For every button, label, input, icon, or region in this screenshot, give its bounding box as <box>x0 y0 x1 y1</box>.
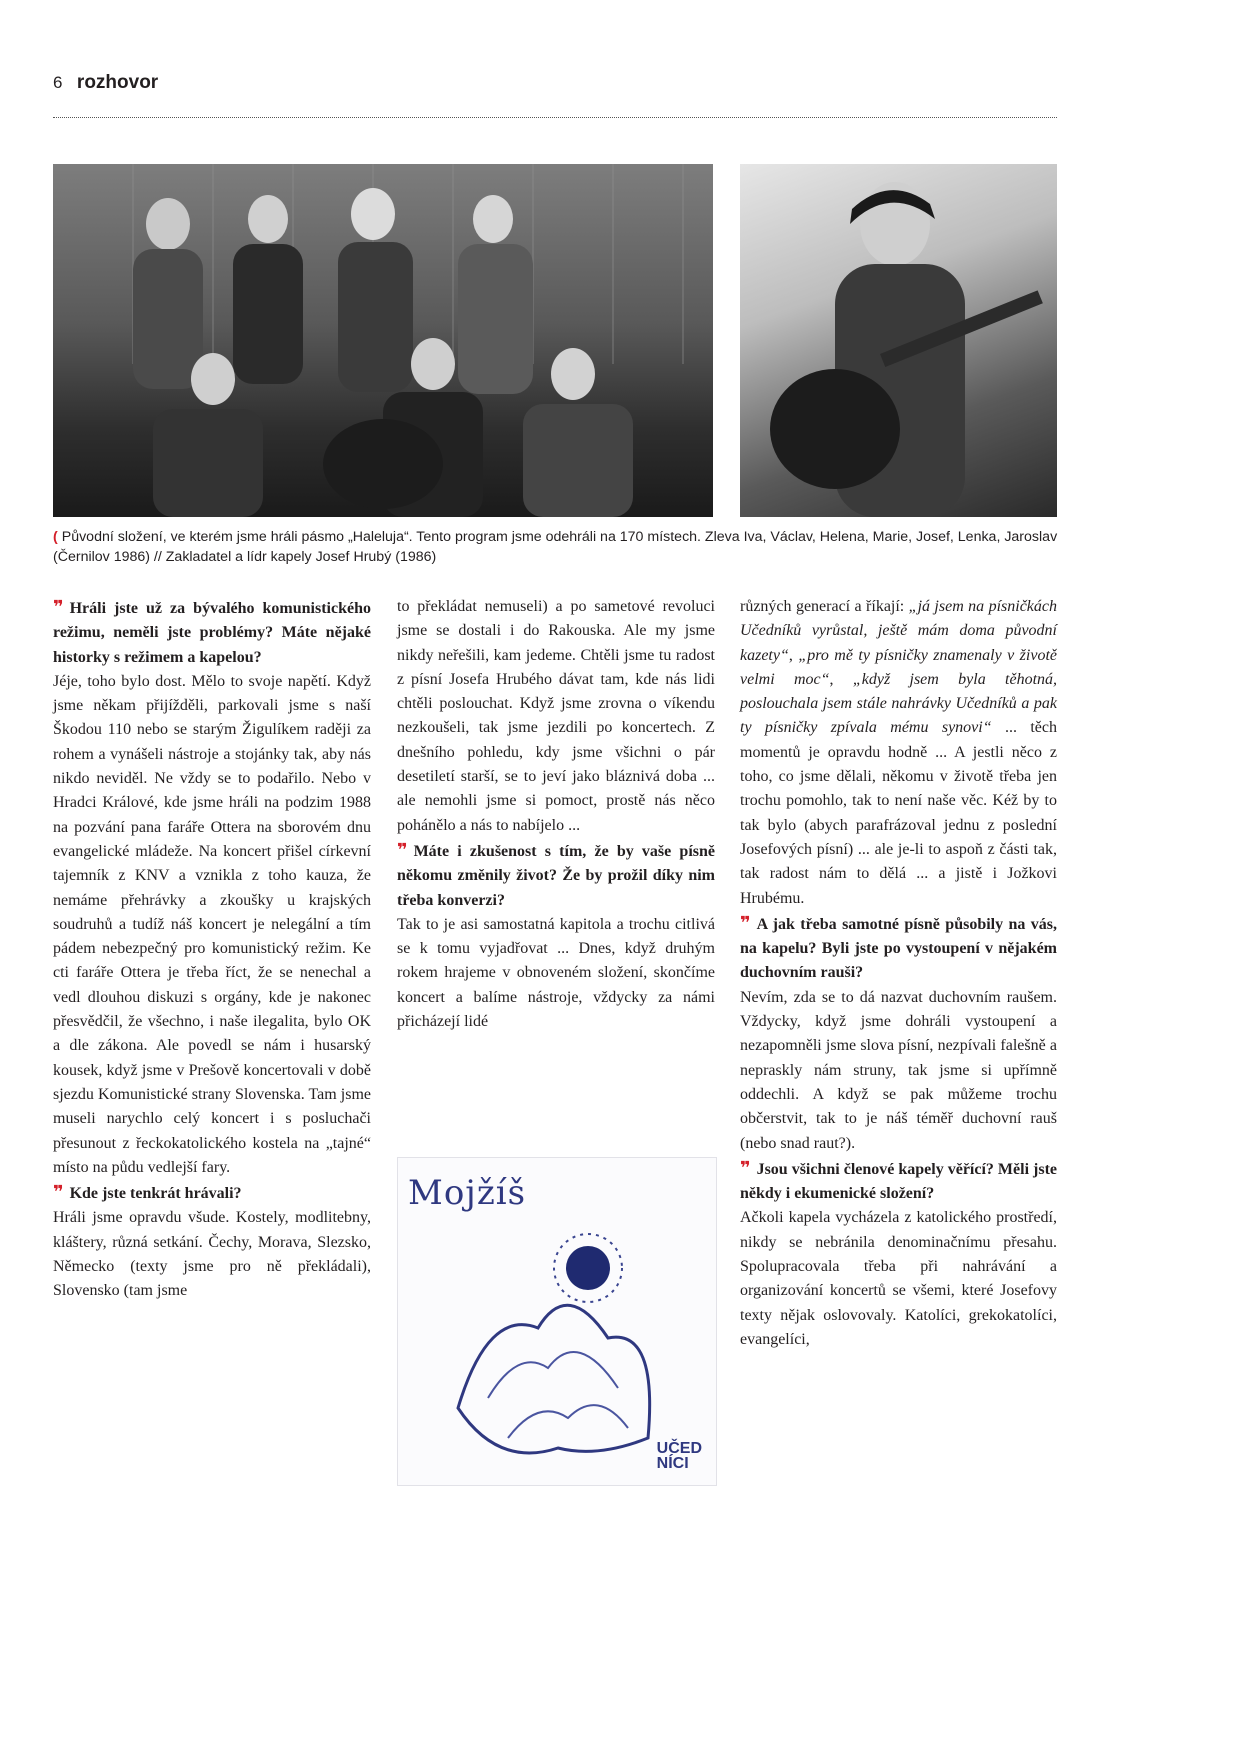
album-title: Mojžíš <box>408 1173 527 1213</box>
answer: různých generací a říkají: „já jsem na písničkách Učedníků vyrůstal, ještě mám doma původní kazety“, „pro mě ty písničky znamenaly v životě velmi moc“, „když jsem byla těhotná, poslouchala jsem stále nahrávky Učedníků a pak ty písničky zpívala mému synovi“ ... těch momentů je opravdu hodně ... A jestli něco z toho, co jsme dělali, někomu v životě třeba jen trochu pomohlo, tak to není naše věc. Kéž by to tak bylo (abych parafrázoval jednu z poslední Josefových písní) ... ale je-li to aspoň z části tak, tak radost nám to dělá ... a jistě i Jožkovi Hrubému. <box>740 598 1058 907</box>
answer: to překládat nemuseli) a po sametové revoluci jsme se dostali i do Rakouska. Ale my jsme nikdy neřešili, kam jedeme. Chtěli jsme tu radost z písní Josefa Hrubého dávat tam, kde nás lidi chtěli poslouchat. Když jsme zrovna o víkendu nezkoušeli, tak jsme jezdili po koncertech. Z dnešního pohledu, kdy jsme všichni o pár desetiletí starší, se to jeví jako bláznivá doba ... ale nemohli jsme si pomoct, prostě nás něco pohánělo a nás to nabíjelo ... <box>397 598 715 834</box>
column-3 <box>740 595 1057 1352</box>
page-header <box>53 72 158 94</box>
column-1 <box>53 595 371 1304</box>
quote-mark-icon: ❞ <box>740 1157 751 1178</box>
question: ❞ Hráli jste už za bývalého komunistického režimu, neměli jste problémy? Máte nějaké historky s režimem a kapelou? <box>53 597 371 666</box>
question: ❞ Máte i zkušenost s tím, že by vaše písně někomu změnily život? Že by prožil díky nim třeba konverzi? <box>397 839 715 909</box>
column-2 <box>397 595 715 1034</box>
quote-mark-icon: ❞ <box>397 839 408 860</box>
question: ❞ Kde jste tenkrát hrávali? <box>53 1182 242 1203</box>
answer: Ačkoli kapela vycházela z katolického prostředí, nikdy se nebránila denominačnímu přesahu. Spolupracovala třeba při nahrávání a organizování koncertů se všemi, které Josefovy texty nějak oslovovaly. Katolíci, grekokatolíci, evangelíci, <box>740 1209 1057 1348</box>
page-number: 6 <box>53 73 63 92</box>
answer: Hráli jsme opravdu všude. Kostely, modlitebny, kláštery, různá setkání. Čechy, Morava, Slezsko, Německo (texty jsme pro ně překládali), Slovensko (tam jsme <box>53 1209 371 1300</box>
quote-mark-icon: ❞ <box>53 1182 64 1203</box>
band-logo: UČED NÍCI <box>656 1440 702 1472</box>
band-group-photo <box>53 164 713 517</box>
answer: Tak to je asi samostatná kapitola a trochu citlivá se k tomu vyjadřovat ... Dnes, když druhým rokem hrajeme v obnoveném složení, skončíme koncert a balíme nástroje, vždycky za námi přicházejí lidé <box>397 915 715 1031</box>
band-photo-illustration <box>53 164 713 517</box>
caption-text: Původní složení, ve kterém jsme hráli pásmo „Haleluja“. Tento program jsme odehráli na 170 místech. Zleva Iva, Václav, Helena, Marie, Josef, Lenka, Jaroslav (Černilov 1986) // Zakladatel a lídr kapely Josef Hrubý (1986) <box>53 529 1058 565</box>
answer: Jéje, toho bylo dost. Mělo to svoje napětí. Když jsme někam přijížděli, parkovali jsme s naší Škodou 110 nebo se starým Žigulíkem raději za rohem a vynášeli nástroje a stojánky tak, aby nás nikdo neviděl. Ne vždy se to podařilo. Nebo v Hradci Králové, kde jsme hráli na podzim 1988 na pozvání pana faráře Ottera na sborovém dnu evangelické mládeže. Na koncert přišel církevní tajemník z KNV a vznikla z toho kauza, že nemáme přehrávky a zkoušky u krajských soudruhů a tudíž náš koncert je nelegální a tím pádem nebezpečný pro komunistický režim. Ke cti faráře Ottera je třeba říct, že se nenechal a vedl dlouhou diskuzi s orgány, kde je nakonec přesvědčil, že všechno, i naše ilegalita, bylo OK a dle zákona. Ale povedl se nám i husarský kousek, když jsme v Prešově koncertovali v době sjezdu Komunistické strany Slovenska. Tam jsme museli narychlo celý koncert i s posluchači přesunout z řeckokatolického kostela na „tajné“ místo na půdu vedlejší fary. <box>53 672 371 1176</box>
guitarist-illustration <box>740 164 1057 517</box>
guitarist-photo <box>740 164 1057 517</box>
photo-caption <box>53 527 1063 567</box>
header-divider <box>53 117 1057 118</box>
quote-mark-icon: ❞ <box>740 912 751 933</box>
caption-marker: ( <box>53 529 58 545</box>
quote-mark-icon: ❞ <box>53 597 64 617</box>
question: ❞ A jak třeba samotné písně působily na vás, na kapelu? Byli jste po vystoupení v nějakém duchovním rauši? <box>740 912 1057 982</box>
album-cover <box>397 1157 717 1486</box>
section-title: rozhovor <box>76 72 159 93</box>
question: ❞ Jsou všichni členové kapely věřící? Měli jste někdy i ekumenické složení? <box>740 1157 1057 1203</box>
answer: Nevím, zda se to dá nazvat duchovním raušem. Vždycky, když jsme dohráli vystoupení a nezapomněli jsme slova písní, nezpívali falešně a nepraskly nám struny, tak jsme si upřímně oddechli. A když se pak můžeme trochu občerstvit, tak to je náš téměř duchovní rauš (nebo snad raut?). <box>740 988 1057 1152</box>
